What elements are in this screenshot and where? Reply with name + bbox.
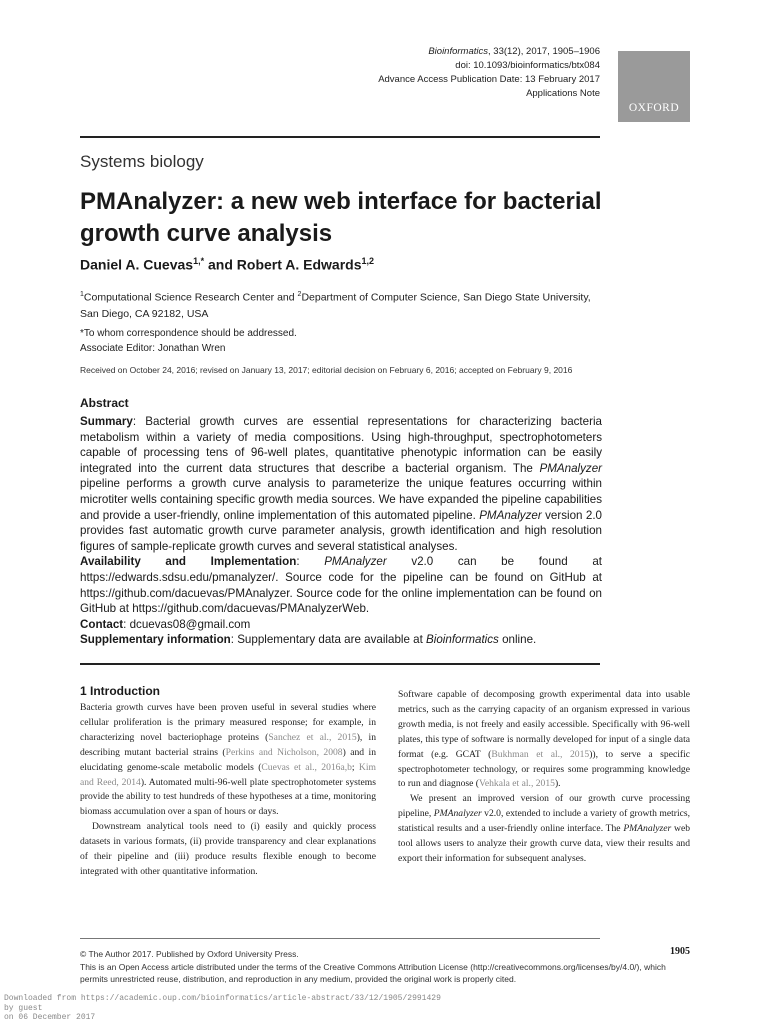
associate-editor: Associate Editor: Jonathan Wren xyxy=(80,343,226,354)
intro-right-column xyxy=(398,688,690,867)
citation-cuevas[interactable]: Cuevas et al., 2016a,b xyxy=(261,761,352,773)
intro-p1-text-a: Bacteria growth curves have been proven useful in several studies where cellular proliferation is the primary measured response; for example, in characterizing novel bacteriophage proteins ( xyxy=(80,702,376,743)
download-line-1: Downloaded from https://academic.oup.com/bioinformatics/article-abstract/33/12/1905/2991429 xyxy=(4,994,441,1003)
intro-paragraph-2: Downstream analytical tools need to (i) easily and quickly process datasets in various formats, (ii) provide transparency and clear explanations of their pipeline and (iii) produce results flexible enough to become integrated with other quantitative information. xyxy=(80,821,376,877)
affil-text-2: Department of Computer Science, San Diego State University, San Diego, CA 92182, USA xyxy=(80,291,591,320)
intro-p4-text-a: We present an improved version of our growth curve processing pipeline, xyxy=(398,793,690,820)
contact-email[interactable]: : dcuevas08@gmail.com xyxy=(123,617,251,631)
availability-colon: : xyxy=(296,555,325,569)
advance-access-date: Advance Access Publication Date: 13 February 2017 xyxy=(378,74,600,85)
availability-text[interactable]: v2.0 can be found at https://edwards.sdsu.edu/pmanalyzer/. Source code for the pipeline can be found on GitHub at https://github.com/dacuevas/PMAnalyzer. Source code for the online implementation can be found on GitHub at https://github.com/dacuevas/PMAnalyzerWeb. xyxy=(80,555,602,616)
supplementary-text-b: online. xyxy=(498,633,537,647)
header-divider xyxy=(80,136,600,138)
intro-p3-text-a: Software capable of decomposing growth experimental data into usable metrics, such as the carrying capacity of an organism expressed in various growth media, is not freely and easily accessible. Specifically with 96-well plates, this type of software is normally developed for input of a single data format (e.g. GCAT ( xyxy=(398,689,690,760)
oxford-logo xyxy=(618,51,690,122)
download-watermark xyxy=(4,994,441,1023)
article-type: Applications Note xyxy=(526,88,600,99)
supplementary-label: Supplementary information xyxy=(80,633,231,647)
oxford-logo-text: OXFORD xyxy=(628,102,680,114)
citation-vehkala[interactable]: Vehkala et al., 2015 xyxy=(479,778,555,790)
journal-name: Bioinformatics xyxy=(428,46,489,57)
correspondence-block xyxy=(80,326,297,356)
citation-bukhman[interactable]: Bukhman et al., 2015 xyxy=(491,748,590,760)
summary-text-c: version 2.0 provides fast automatic growth curve parameter analysis, growth identification and high resolution figures of sample-replicate growth curves and several statistical analyses. xyxy=(80,508,602,553)
intro-p4-text-b: v2.0, extended to include a variety of growth metrics, statistical results and a user-friendly online interface. The xyxy=(398,808,691,835)
summary-text-b: pipeline performs a growth curve analysis to parameterize the unique features occurring within microtiter wells containing specific growth media sources. We have expanded the pipeline capabilities and provide a user-friendly, online implementation of this automated pipeline. xyxy=(80,477,602,522)
affiliations xyxy=(80,287,602,322)
introduction-heading: 1 Introduction xyxy=(80,684,160,698)
availability-tool: PMAnalyzer xyxy=(324,555,387,569)
intro-paragraph-1 xyxy=(80,701,376,820)
received-dates: Received on October 24, 2016; revised on January 13, 2017; editorial decision on February 6, 2016; accepted on February 9, 2016 xyxy=(80,365,573,375)
abstract-availability xyxy=(80,554,602,616)
summary-label: Summary xyxy=(80,415,133,428)
intro-p1-text-d: ; xyxy=(351,761,359,773)
summary-tool-2: PMAnalyzer xyxy=(479,508,542,522)
citation-line xyxy=(378,45,600,59)
abstract-heading: Abstract xyxy=(80,396,129,410)
author-list xyxy=(80,256,374,273)
article-title: PMAnalyzer: a new web interface for bacterial growth curve analysis xyxy=(80,188,602,247)
summary-text-a: : Bacterial growth curves are essential representations for characterizing bacteria metabolism within a variety of media compositions. Using high-throughput, spectrophotometers capable of processing tens of 96-well plates, quantitative phenotypic information can be easily integrated into the current data structures that describe a bacterial organism. The xyxy=(80,415,602,475)
footer-notes xyxy=(80,948,690,986)
download-line-3: on 06 December 2017 xyxy=(4,1013,96,1022)
intro-p1-text-b: ), in describing mutant bacterial strains ( xyxy=(80,731,376,758)
intro-p4-tool-2: PMAnalyzer xyxy=(623,823,672,835)
supplementary-journal: Bioinformatics xyxy=(426,633,499,647)
citation-sanchez[interactable]: Sanchez et al., 2015 xyxy=(268,731,357,743)
author-conjunction: and xyxy=(204,256,237,273)
citation: , 33(12), 2017, 1905–1906 xyxy=(488,46,600,57)
availability-label: Availability and Implementation xyxy=(80,555,297,569)
author-edwards-affil: 1,2 xyxy=(361,256,375,266)
intro-p1-text-c: ) and in elucidating genome-scale metabolic models ( xyxy=(80,746,376,773)
intro-p4-text-c: web tool allows users to analyze their growth curve data, view their results and export their information for subsequent analyses. xyxy=(398,823,690,864)
page-number: 1905 xyxy=(670,946,690,957)
citation-kim[interactable]: Kim and Reed, 2014 xyxy=(80,761,376,788)
copyright-line: © The Author 2017. Published by Oxford University Press. xyxy=(80,949,299,959)
author-edwards: Robert A. Edwards xyxy=(236,256,362,273)
intro-p3-text-b: )), to serve a specific spectrophotometer technology, or requires some programming knowledge to run and diagnose ( xyxy=(398,748,690,790)
intro-p4-tool-1: PMAnalyzer xyxy=(433,808,482,820)
contact-label: Contact xyxy=(80,617,124,631)
abstract-summary xyxy=(80,414,602,554)
intro-left-column xyxy=(80,701,376,880)
affil-text-1: Computational Science Research Center and xyxy=(83,291,298,304)
intro-p1-text-e: ). Automated multi-96-well plate spectrophotometer systems provide the ability to test hundreds of these hypotheses at a time, monitoring biomass accumulation over a span of hours or days. xyxy=(80,776,376,818)
footer-divider xyxy=(80,938,600,939)
abstract-contact xyxy=(80,617,602,633)
doi[interactable]: doi: 10.1093/bioinformatics/btx084 xyxy=(455,60,600,71)
section-label: Systems biology xyxy=(80,152,204,171)
affil-marker-1: 1 xyxy=(80,291,84,298)
license-text: This is an Open Access article distributed under the terms of the Creative Commons Attribution License (http://creativecommons.org/licenses/by/4.0/), which permits unrestricted reuse, distribution, and reproduction in any medium, provided the original work is properly cited. xyxy=(80,961,666,984)
summary-tool-1: PMAnalyzer xyxy=(539,461,602,475)
citation-perkins[interactable]: Perkins and Nicholson, 2008 xyxy=(225,746,343,758)
abstract-body xyxy=(80,414,602,648)
intro-paragraph-3 xyxy=(398,688,690,792)
affil-marker-2: 2 xyxy=(297,291,302,298)
abstract-supplementary xyxy=(80,632,602,648)
abstract-divider xyxy=(80,663,600,665)
correspondence-note: *To whom correspondence should be addressed. xyxy=(80,328,297,339)
intro-p3-text-c: ). xyxy=(554,778,561,790)
author-cuevas: Daniel A. Cuevas xyxy=(80,256,194,273)
supplementary-text-a: : Supplementary data are available at xyxy=(230,633,427,647)
author-cuevas-affil: 1,* xyxy=(193,256,205,266)
journal-info xyxy=(378,45,600,101)
intro-paragraph-4 xyxy=(398,792,690,867)
download-line-2: by guest xyxy=(4,1003,43,1013)
